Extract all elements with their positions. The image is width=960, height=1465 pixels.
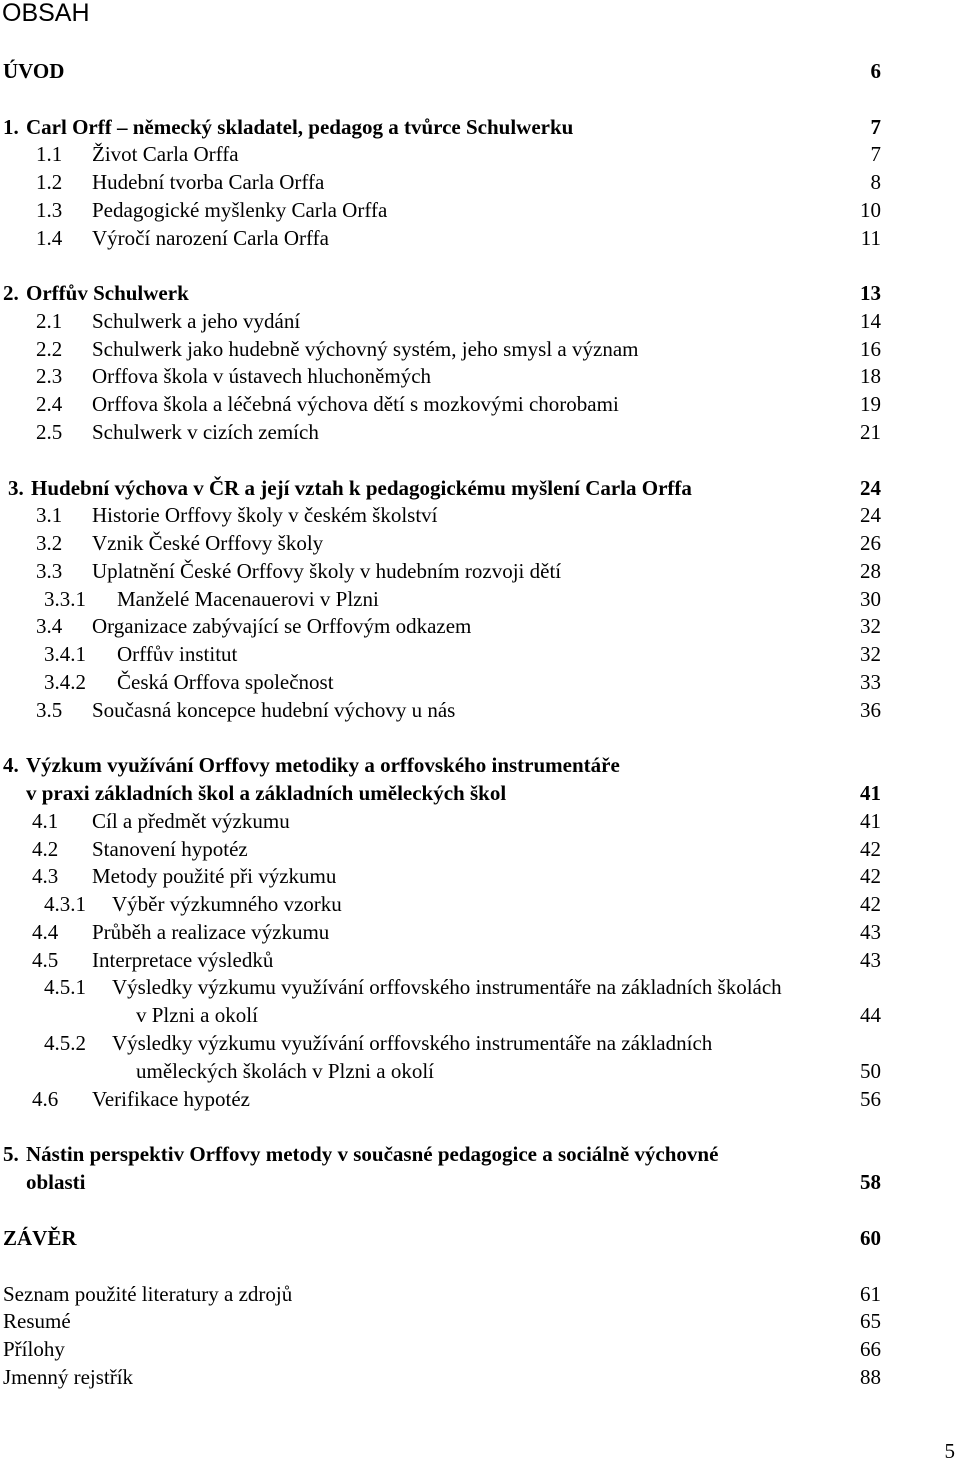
- toc-entry-number: 3.2: [36, 531, 63, 555]
- toc-entry: [0, 557, 960, 585]
- toc-entry-title: Výsledky výzkumu využívání orffovského instrumentáře na základních školách: [112, 975, 782, 999]
- toc-entry-number: 3.4.2: [44, 670, 86, 694]
- toc-entry-title: v praxi základních škol a základních uměleckých škol: [26, 781, 507, 805]
- toc-entry-title: Hudební výchova v ČR a její vztah k pedagogickému myšlení Carla Orffa: [31, 476, 692, 500]
- toc-entry-title: Život Carla Orffa: [92, 142, 239, 166]
- toc-entry: [0, 362, 960, 390]
- toc-entry: [0, 862, 960, 890]
- toc-entry: [0, 307, 960, 335]
- toc-entry-title: Stanovení hypotéz: [92, 837, 248, 861]
- toc-entry-title: Schulwerk v cizích zemích: [92, 420, 319, 444]
- toc-entry-page: 6: [870, 59, 881, 83]
- toc-entry: [0, 640, 960, 668]
- toc-entry-page: 19: [860, 392, 881, 416]
- toc-entry-page: 16: [860, 337, 881, 361]
- toc-entry-page: 13: [860, 281, 881, 305]
- toc-entry: [0, 585, 960, 613]
- toc-entry: [0, 57, 960, 85]
- toc-entry-number: 3.: [8, 476, 24, 500]
- toc-entry-page: 14: [860, 309, 881, 333]
- toc-entry-title: Výzkum využívání Orffovy metodiky a orffovského instrumentáře: [26, 753, 620, 777]
- toc-entry-title: oblasti: [26, 1170, 86, 1194]
- toc-entry-page: 58: [860, 1170, 881, 1194]
- toc-entry: [0, 140, 960, 168]
- toc-entry: [0, 779, 960, 807]
- toc-entry-title: Výběr výzkumného vzorku: [112, 892, 342, 916]
- toc-entry-number: 1.4: [36, 226, 63, 250]
- toc-entry: [0, 1057, 960, 1085]
- toc-entry: [0, 1335, 960, 1363]
- toc-entry-title: Pedagogické myšlenky Carla Orffa: [92, 198, 388, 222]
- toc-entry-page: 7: [870, 115, 881, 139]
- toc-entry-number: 4.1: [32, 809, 59, 833]
- toc-entry-number: 3.4: [36, 614, 63, 638]
- toc-entry-title: Metody použité při výzkumu: [92, 864, 337, 888]
- toc-entry: [0, 1307, 960, 1335]
- toc-entry-page: 33: [860, 670, 881, 694]
- toc-entry-page: 65: [860, 1309, 881, 1333]
- toc-entry: [0, 390, 960, 418]
- toc-entry: [0, 168, 960, 196]
- toc-entry: [0, 1140, 960, 1168]
- toc-entry-number: 3.1: [36, 503, 63, 527]
- toc-entry-title: Jmenný rejstřík: [3, 1365, 134, 1389]
- toc-entry-page: 24: [860, 503, 881, 527]
- toc-entry-page: 41: [860, 809, 881, 833]
- toc-entry: [0, 1224, 960, 1252]
- toc-entry-number: 4.3.1: [44, 892, 86, 916]
- toc-entry: [0, 946, 960, 974]
- toc-entry-page: 42: [860, 892, 881, 916]
- toc-entry-title: ÚVOD: [3, 59, 65, 83]
- toc-entry-number: 3.3.1: [44, 587, 86, 611]
- toc-entry: [0, 1280, 960, 1308]
- toc-entry-page: 50: [860, 1059, 881, 1083]
- toc-entry: [0, 751, 960, 779]
- toc-entry-page: 18: [860, 364, 881, 388]
- toc-entry-page: 60: [860, 1226, 881, 1250]
- toc-entry: [0, 807, 960, 835]
- toc-entry-page: 43: [860, 948, 881, 972]
- toc-entry: [0, 1168, 960, 1196]
- toc-entry-title: Hudební tvorba Carla Orffa: [92, 170, 325, 194]
- toc-entry-number: 1.1: [36, 142, 63, 166]
- toc-entry-number: 2.: [3, 281, 19, 305]
- toc-entry-title: Manželé Macenauerovi v Plzni: [117, 587, 379, 611]
- toc-entry-title: Současná koncepce hudební výchovy u nás: [92, 698, 456, 722]
- toc-entry-page: 36: [860, 698, 881, 722]
- toc-entry-number: 1.3: [36, 198, 63, 222]
- toc-entry-number: 1.2: [36, 170, 63, 194]
- toc-entry: [0, 612, 960, 640]
- toc-entry: [0, 890, 960, 918]
- toc-entry-title: Uplatnění České Orffovy školy v hudebním rozvoji dětí: [92, 559, 562, 583]
- toc-entry-number: 4.5.2: [44, 1031, 86, 1055]
- toc-entry-page: 41: [860, 781, 881, 805]
- toc-entry-title: Organizace zabývající se Orffovým odkazem: [92, 614, 472, 638]
- toc-entry-number: 1.: [3, 115, 19, 139]
- toc-entry: [0, 113, 960, 141]
- toc-entry-page: 7: [870, 142, 881, 166]
- toc-entry-title: Nástin perspektiv Orffovy metody v současné pedagogice a sociálně výchovné: [26, 1142, 719, 1166]
- toc-entry: [0, 1001, 960, 1029]
- toc-entry-number: 4.3: [32, 864, 59, 888]
- toc-entry-number: 5.: [3, 1142, 19, 1166]
- toc-entry-page: 43: [860, 920, 881, 944]
- page-number: 5: [944, 1439, 955, 1463]
- toc-entry-title: Cíl a předmět výzkumu: [92, 809, 290, 833]
- toc-entry-page: 10: [860, 198, 881, 222]
- toc-entry-number: 4.4: [32, 920, 59, 944]
- toc-entry: [0, 501, 960, 529]
- toc-entry-page: 26: [860, 531, 881, 555]
- toc-entry-title: Orffova škola a léčebná výchova dětí s mozkovými chorobami: [92, 392, 619, 416]
- toc-entry-title: Interpretace výsledků: [92, 948, 274, 972]
- toc-entry-number: 3.3: [36, 559, 63, 583]
- toc-entry-number: 4.2: [32, 837, 59, 861]
- toc-entry-number: 4.: [3, 753, 19, 777]
- toc-entry-number: 4.6: [32, 1087, 59, 1111]
- toc-entry-title: Výročí narození Carla Orffa: [92, 226, 329, 250]
- toc-entry-title: Seznam použité literatury a zdrojů: [3, 1282, 293, 1306]
- toc-entry-page: 24: [860, 476, 881, 500]
- toc-entry-page: 42: [860, 864, 881, 888]
- toc-entry: [0, 1085, 960, 1113]
- toc-entry-number: 3.4.1: [44, 642, 86, 666]
- toc-entry-title: v Plzni a okolí: [136, 1003, 258, 1027]
- toc-entry: [0, 835, 960, 863]
- toc-entry-title: Výsledky výzkumu využívání orffovského instrumentáře na základních: [112, 1031, 713, 1055]
- toc-entry-page: 11: [860, 226, 881, 250]
- toc-entry-number: 2.1: [36, 309, 63, 333]
- toc-entry: [0, 224, 960, 252]
- toc-entry-number: 3.5: [36, 698, 63, 722]
- toc-entry-page: 32: [860, 614, 881, 638]
- toc-entry-page: 56: [860, 1087, 881, 1111]
- toc-entry-number: 2.5: [36, 420, 63, 444]
- toc-entry-title: Orffova škola v ústavech hluchoněmých: [92, 364, 432, 388]
- toc-entry-title: Orffův Schulwerk: [26, 281, 189, 305]
- toc-entry-page: 30: [860, 587, 881, 611]
- toc-entry: [0, 1363, 960, 1391]
- toc-entry-page: 42: [860, 837, 881, 861]
- toc-entry: [0, 973, 960, 1001]
- toc-entry-title: Orffův institut: [117, 642, 238, 666]
- toc-entry-title: Historie Orffovy školy v českém školství: [92, 503, 438, 527]
- toc-entry: [0, 279, 960, 307]
- toc-entry-page: 44: [860, 1003, 881, 1027]
- toc-entry-page: 8: [870, 170, 881, 194]
- toc-entry-number: 4.5: [32, 948, 59, 972]
- toc-entry-title: ZÁVĚR: [3, 1226, 77, 1250]
- toc-entry-number: 2.4: [36, 392, 63, 416]
- toc-entry: [0, 196, 960, 224]
- toc-entry-title: Verifikace hypotéz: [92, 1087, 251, 1111]
- toc-entry: [0, 696, 960, 724]
- toc-entry: [0, 1029, 960, 1057]
- toc-entry: [0, 335, 960, 363]
- toc-entry: [0, 474, 960, 502]
- toc-entry-title: Carl Orff – německý skladatel, pedagog a tvůrce Schulwerku: [26, 115, 574, 139]
- toc-entry-title: Česká Orffova společnost: [117, 670, 334, 694]
- toc-entry: [0, 918, 960, 946]
- toc-entry-page: 61: [860, 1282, 881, 1306]
- toc-entry: [0, 529, 960, 557]
- toc-entry-title: Resumé: [3, 1309, 71, 1333]
- toc-entry-number: 2.2: [36, 337, 63, 361]
- toc-entry-page: 28: [860, 559, 881, 583]
- toc-entry: [0, 418, 960, 446]
- toc-entry-number: 4.5.1: [44, 975, 86, 999]
- toc-entry: [0, 668, 960, 696]
- toc-entry-title: Vznik České Orffovy školy: [92, 531, 324, 555]
- toc-entry-number: 2.3: [36, 364, 63, 388]
- toc-entry-page: 66: [860, 1337, 881, 1361]
- page-title: OBSAH: [2, 0, 90, 27]
- toc-entry-page: 32: [860, 642, 881, 666]
- toc-entry-title: Průběh a realizace výzkumu: [92, 920, 330, 944]
- toc-entry-page: 88: [860, 1365, 881, 1389]
- toc-entry-page: 21: [860, 420, 881, 444]
- toc-entry-title: uměleckých školách v Plzni a okolí: [136, 1059, 435, 1083]
- toc-entry-title: Přílohy: [3, 1337, 65, 1361]
- toc-entry-title: Schulwerk a jeho vydání: [92, 309, 301, 333]
- toc-entry-title: Schulwerk jako hudebně výchovný systém, jeho smysl a význam: [92, 337, 639, 361]
